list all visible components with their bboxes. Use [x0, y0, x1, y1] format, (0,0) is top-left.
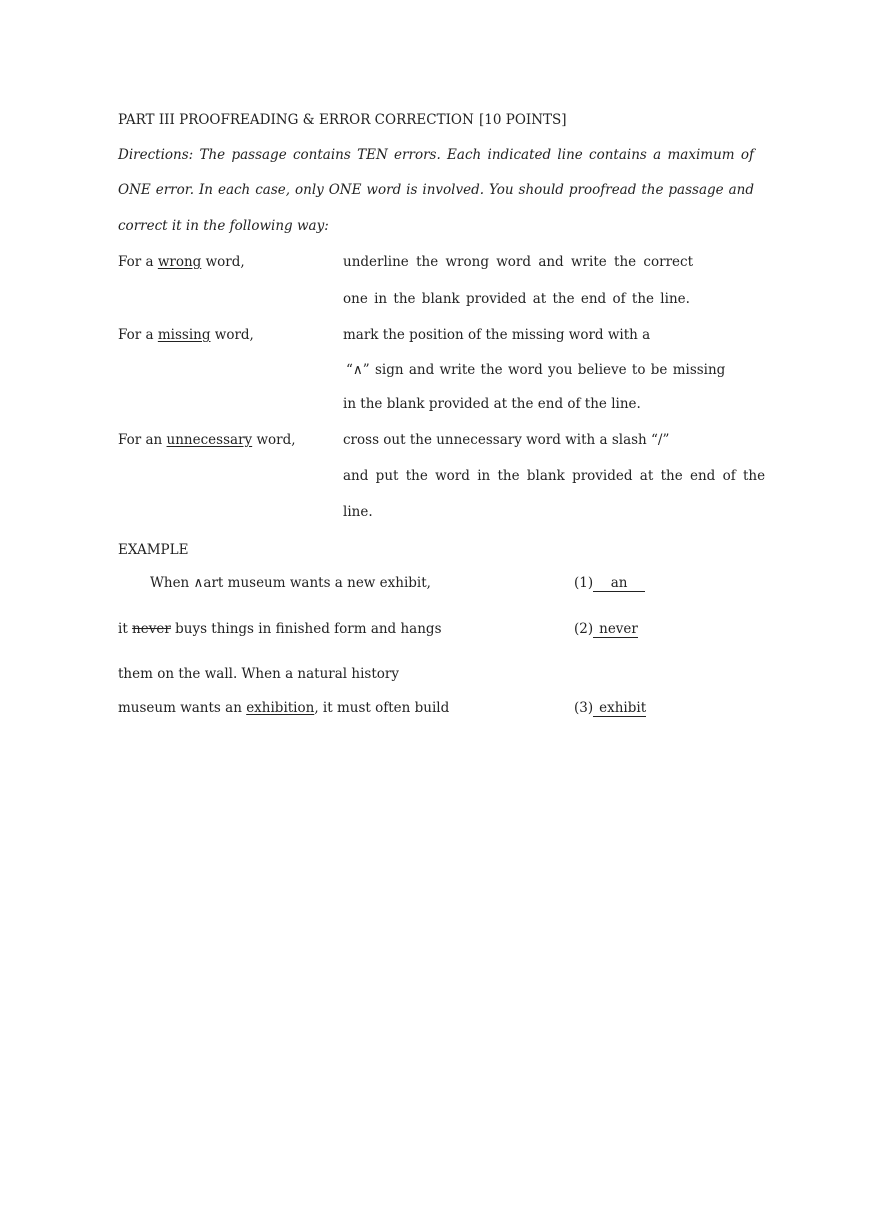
example-line-3: them on the wall. When a natural history	[118, 666, 399, 682]
rule-missing-pre: For a	[118, 327, 158, 343]
rule-missing-word: missing	[157, 327, 211, 343]
section-title: PART III PROOFREADING & ERROR CORRECTION	[118, 112, 474, 128]
answer-2-number: (2)	[574, 621, 594, 637]
rule-unnecessary-text-1: cross out the unnecessary word with a slash “/”	[343, 432, 670, 448]
rule-unnecessary-text-2: and put the word in the blank provided at the end of the	[343, 468, 766, 484]
rule-unnecessary-label	[118, 431, 296, 449]
answer-3-blank: exhibit	[593, 701, 646, 717]
example-answer-3	[574, 699, 646, 717]
rule-wrong-label	[118, 253, 245, 271]
example-line-1: When ∧art museum wants a new exhibit,	[150, 575, 431, 591]
directions-line-3: correct it in the following way:	[118, 218, 329, 234]
answer-1-blank: an	[593, 576, 645, 592]
line-4-post: , it must often build	[314, 700, 450, 716]
rule-unnecessary-text-3: line.	[343, 504, 373, 520]
points-label: [10 POINTS]	[479, 112, 567, 128]
rule-missing-post: word,	[210, 327, 254, 343]
example-answer-1	[574, 574, 645, 592]
rule-wrong-post: word,	[201, 254, 245, 270]
rule-missing-label	[118, 326, 254, 344]
struck-word: never	[132, 621, 171, 637]
answer-3-number: (3)	[574, 700, 594, 716]
answer-2-blank: never	[593, 622, 638, 638]
rule-missing-text-2: “∧” sign and write the word you believe to be missing	[346, 362, 726, 378]
rule-wrong-text-2: one in the blank provided at the end of the line.	[343, 291, 690, 307]
rule-wrong-text-1: underline the wrong word and write the correct	[343, 254, 693, 270]
rule-unnecessary-pre: For an	[118, 432, 167, 448]
rule-wrong-pre: For a	[118, 254, 158, 270]
directions-line-2: ONE error. In each case, only ONE word is involved. You should proofread the passage and	[118, 182, 754, 198]
answer-1-number: (1)	[574, 575, 594, 591]
rule-wrong-word: wrong	[157, 254, 202, 270]
example-line-4	[118, 699, 449, 717]
rule-missing-text-3: in the blank provided at the end of the line.	[343, 396, 641, 412]
example-answer-2	[574, 620, 638, 638]
rule-unnecessary-word: unnecessary	[166, 432, 253, 448]
rule-unnecessary-post: word,	[252, 432, 296, 448]
rule-missing-text-1: mark the position of the missing word with a	[343, 327, 651, 343]
underlined-word: exhibition	[246, 700, 315, 716]
line-2-pre: it	[118, 621, 133, 637]
line-4-pre: museum wants an	[118, 700, 247, 716]
line-2-post: buys things in finished form and hangs	[170, 621, 442, 637]
directions-line-1: Directions: The passage contains TEN errors. Each indicated line contains a maximum of	[118, 147, 754, 163]
example-line-2	[118, 620, 442, 638]
example-heading: EXAMPLE	[118, 542, 189, 558]
